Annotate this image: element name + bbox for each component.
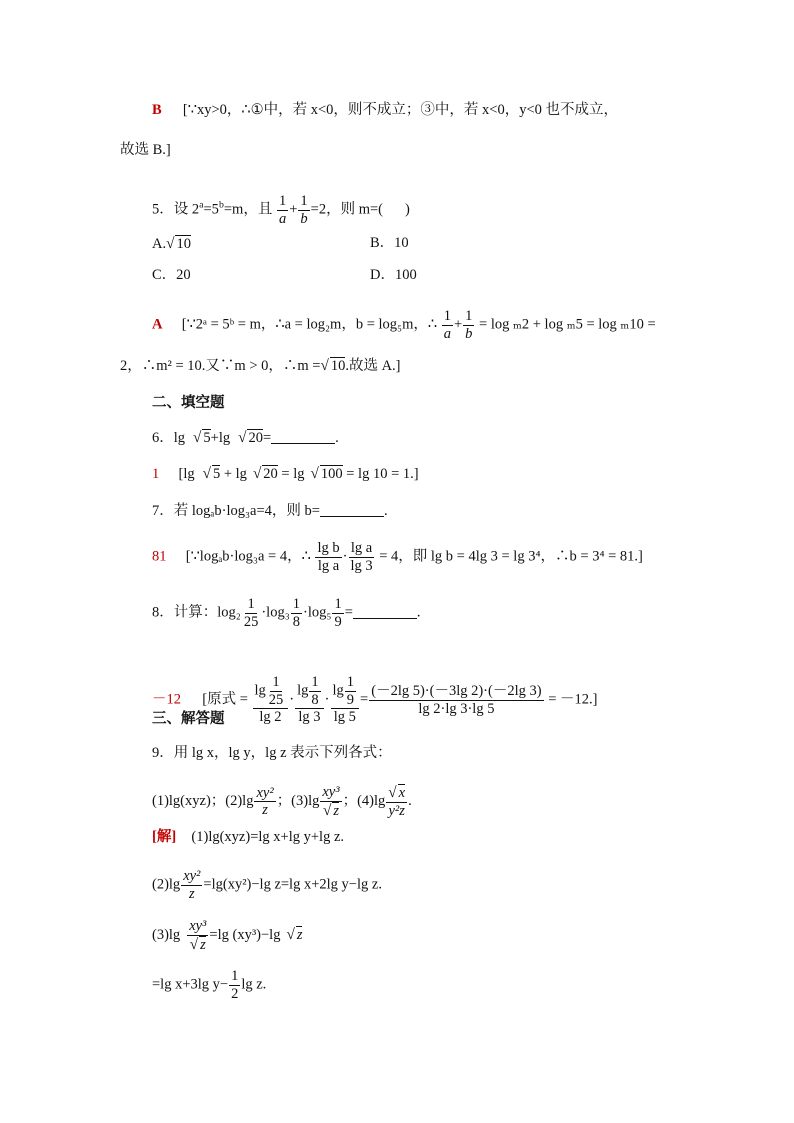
solution-label: [解] [152, 829, 177, 845]
q6-stem: 6．lg √ 5+lg √ 20= . [152, 429, 339, 446]
section-heading-solve: 三、解答题 [152, 711, 225, 727]
fraction: $\frac{1}{2}$ [231, 968, 239, 1002]
fraction: $\frac{1}{25}$ [243, 596, 259, 630]
q7-stem: 7．若 logₐb·log₃a=4，则 b= . [152, 503, 388, 519]
q4-answer-line [152, 103, 618, 118]
q9-stem: 9．用 lg x，lg y，lg z 表示下列各式： [152, 745, 392, 761]
fraction: $\frac{\text{xy³}}{√ z}$ [189, 918, 207, 953]
fraction: $\frac{\text{xy²}}{z}$ [183, 868, 201, 902]
answer-value: 81 [152, 548, 167, 565]
fraction: $\frac{1}{a}$ [443, 308, 451, 342]
fraction: lg $\frac{1}{25}$ lg 2 [253, 674, 289, 726]
fraction: $\frac{(-2\lg 5)\cdot(-3\lg 2)\cdot(-2\lg 3)}{\lg 2\cdot\lg 3\cdot\lg 5}$ [371, 682, 542, 717]
q9-answer3: (3)lg $\frac{\text{xy³}}{√ z}$ =lg (xy³)−lg √ z [152, 918, 303, 953]
fraction: $\frac{1}{9}$ [334, 596, 342, 630]
fraction: $\frac{1}{8}$ [292, 596, 301, 630]
fraction: $\frac{1}{a}$ [278, 193, 287, 227]
fraction: $\frac{1}{b}$ [300, 193, 308, 227]
q8-stem: 8．计算：log₂ $\frac{1}{25}$ ·log₃ $\frac{1}{8}$ ·log₅ $\frac{1}{9}$ = . [152, 596, 421, 630]
q5-option-d: D．100 [370, 267, 417, 283]
q9-answer2: (2)lg $\frac{\text{xy²}}{z}$ =lg(xy²)−lg z=lg x+2lg y−lg z. [152, 868, 382, 902]
answer-letter: B [152, 102, 162, 118]
answer-blank [320, 516, 384, 517]
q6-solution: 1 [lg √ 5 + lg √ 20 = lg √ 100 = lg 10 = 1.] [152, 465, 419, 482]
q4-answer-continuation: 故选 B.] [120, 142, 171, 158]
answer-explanation: [∵xy>0，∴①中，若 x<0，则不成立；③中，若 x<0，y<0 也不成立， [182, 102, 619, 118]
fraction: $\frac{\text{xy²}}{z}$ [256, 784, 274, 819]
fraction: lg $\frac{1}{8}$ lg 3 [295, 674, 324, 726]
q5-option-a: A.√ 10 [152, 235, 191, 252]
q8-solution: －12 [原式 = lg $\frac{1}{25}$ lg 2 · lg $\frac{1}{8}$ lg 3 · lg $\frac{1}{9}$ lg 5 = $\frac{(-2\lg 5)\cdot(-3\lg 2)\cdot(-2\lg 3)}{\lg 2\cdot\lg 3\cdot\lg 5}$ = －12.] [152, 674, 598, 726]
answer-letter: A [152, 316, 163, 333]
answer-blank [353, 618, 417, 619]
q5-option-b: B．10 [370, 235, 409, 251]
fraction: lg $\frac{1}{9}$ lg 5 [331, 674, 360, 726]
q7-solution: 81 [∵logₐb·log₃a = 4，∴ $\frac{\text{lg b}}{\text{lg a}}$ · $\frac{\text{lg a}}{\lg 3}$ = 4，即 lg b = 4lg 3 = lg 3⁴，∴b = 3⁴ = 81.] [152, 540, 643, 574]
fraction: $\frac{\text{lg b}}{\text{lg a}}$ [317, 540, 340, 574]
q5-solution-line2: 2，∴m² = 10.又∵m > 0，∴m =√ 10.故选 A.] [120, 357, 401, 374]
fraction: $\frac{\text{xy³}}{√ z}$ [322, 784, 340, 819]
q5-stem: 5．设 $2^a=5^b=m$，且 $\frac{1}{a}$ + $\frac{1}{b}$ =2，则 m=( ) [152, 193, 410, 227]
fraction: $\frac{√ x}{\text{y²z}}$ [388, 784, 406, 819]
section-heading-fill-blank: 二、填空题 [152, 395, 225, 411]
q9-answer3-cont: =lg x+3lg y− $\frac{1}{2}$ lg z. [152, 968, 267, 1002]
q5-solution-line1: A [∵2ᵃ = 5ᵇ = m，∴a = log₂m，b = log₅m，∴ $\frac{1}{a}$ + $\frac{1}{b}$ = log ₘ2 + log ₘ5 = log ₘ10 = [152, 308, 656, 342]
q5-option-c: C．20 [152, 267, 191, 283]
q9-answer1: [解] (1)lg(xyz)=lg x+lg y+lg z. [152, 829, 345, 845]
answer-value: －12 [152, 691, 181, 708]
answer-value: 1 [152, 466, 160, 482]
answer-blank [271, 443, 335, 444]
fraction: $\frac{1}{b}$ [465, 308, 473, 342]
q9-parts: (1)lg(xyz)；(2)lg $\frac{\text{xy²}}{z}$ ；(3)lg $\frac{\text{xy³}}{√ z}$ ；(4)lg $\frac{√ x}{\text{y²z}}$ . [152, 784, 412, 819]
fraction: $\frac{\text{lg a}}{\lg 3}$ [350, 540, 373, 574]
